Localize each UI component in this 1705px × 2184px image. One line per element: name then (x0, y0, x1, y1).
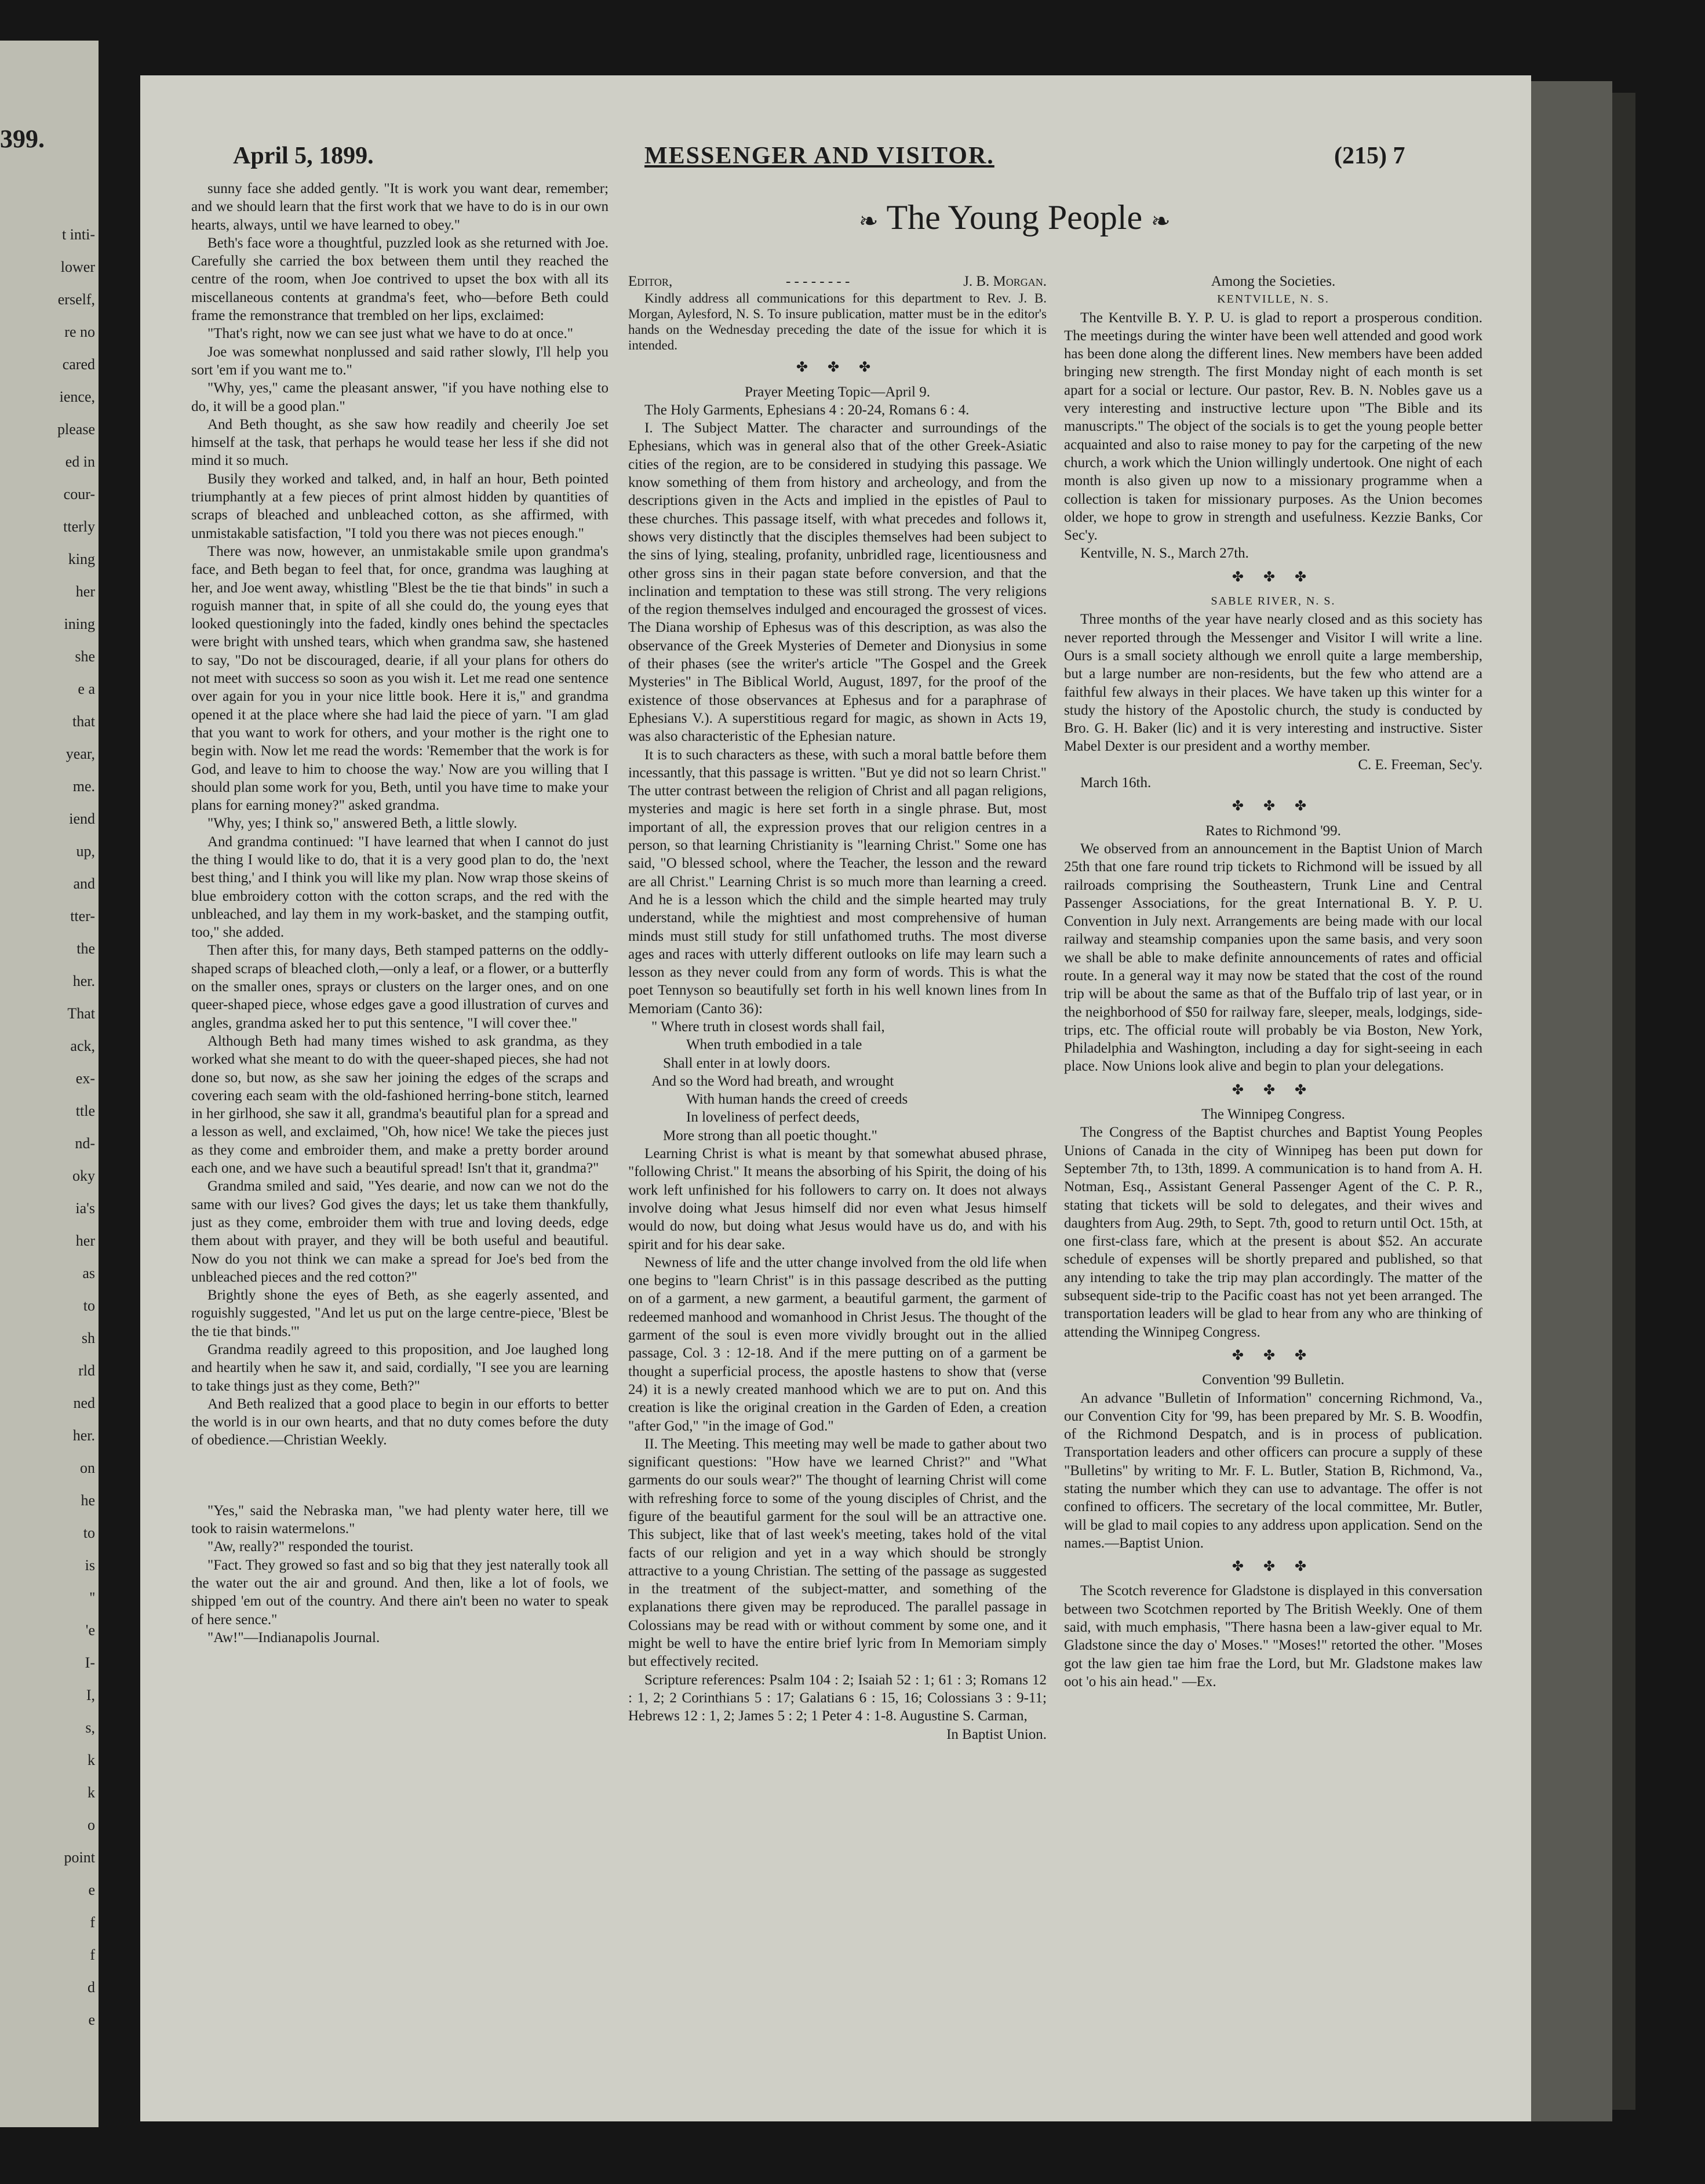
prayer-subheading: The Holy Garments, Ephesians 4 : 20-24, Romans 6 : 4. (644, 402, 970, 418)
adjacent-page-fragment: is (85, 1557, 95, 1574)
adjacent-page-fragment: That (67, 1005, 95, 1022)
societies-heading: Among the Societies. (1211, 274, 1336, 289)
section-divider: ✤ ✤ ✤ (1232, 1348, 1315, 1363)
paragraph: "Why, yes," came the pleasant answer, "if you have nothing else to do, it will be a good plan." (191, 380, 609, 414)
book-edge-shadow (1612, 93, 1635, 2110)
adjacent-page-fragment: to (83, 1297, 95, 1314)
section-divider: ✤ ✤ ✤ (1232, 1082, 1315, 1098)
paragraph: Busily they worked and talked, and, in half an hour, Beth pointed triumphantly at a few pieces of print almost hidden by quantities of scraps of bleached and unbleached cotton, as she affirmed, with unmistakable satisfaction, "I told you there was not pieces enough." (191, 471, 609, 541)
kentville-date: Kentville, N. S., March 27th. (1080, 545, 1249, 562)
scotch-anecdote: The Scotch reverence for Gladstone is displayed in this conversation between two Scotchmen reported by The British Weekly. One of them said, with much emphasis, "There hasna been a law-giver equal to Mr. Gladstone since the day o' Moses." "Moses!" retorted the other. "Moses got the law gien tae him frae the Lord, but Mr. Gladstone makes law oot 'o his ain head." —Ex. (1064, 1583, 1482, 1690)
paragraph: "Fact. They growed so fast and so big that they jest naterally took all the water out the air and ground. And then, like a lot of fools, we shipped 'em out of the country. And there ain't been no water to speak of here sence." (191, 1557, 609, 1628)
adjacent-page-fragment: she (75, 648, 95, 665)
adjacent-page-fragment: tter- (70, 908, 95, 924)
adjacent-page-fragment: erself, (57, 291, 95, 308)
adjacent-page-fragment: d (88, 1979, 95, 1996)
fleuron-icon: ❧ (859, 208, 879, 234)
paragraph: There was now, however, an unmistakable smile upon grandma's face, and Beth began to feel that, for once, grandma was laughing at her, and Joe went away, whistling "Blest be the tie that binds" in such a roguish manner that, in spite of all she could do, the young eyes that looked questioningly into the faded, kindly ones behind the spectacles were bright with unshed tears, which when grandma saw, she hastened to say, "Do not be discouraged, dearie, if all your plans for others do not meet with success so soon as you wish it. Let me read one sentence over again for you in your nice little book. Here it is," and grandma opened it at the place where she had laid the piece of yarn. "I am glad that you want to work for others, and your mother is the right one to begin with. Now let me read the words: 'Remember that the work is for God, and leave to him to choose the way.' Now are you willing that I should plan some work for you, Beth, until you have time to make your plans for earning money?" asked grandma. (191, 543, 609, 814)
paragraph: Grandma readily agreed to this proposition, and Joe laughed long and heartily when he saw it, and said, cordially, "I see you are learning to take things just as they come, Beth?" (191, 1342, 609, 1394)
adjacent-page-fragment: ed in (65, 453, 95, 470)
paragraph: Joe was somewhat nonplussed and said rather slowly, I'll help you sort 'em if you want me to." (191, 344, 609, 378)
adjacent-page-fragment: k (88, 1784, 95, 1801)
prayer-body (628, 419, 1047, 1018)
adjacent-page-fragment: point (64, 1849, 95, 1866)
adjacent-page-fragment: cour- (63, 486, 95, 503)
bulletin-article: An advance "Bulletin of Information" concerning Richmond, Va., our Convention City for '99, has been prepared by Mr. S. B. Woodfin, of the Richmond Despatch, and is in process of publication. Transportation leaders and other officers can procure a supply of these "Bulletins" by writing to Mr. F. L. Butler, Station B, Richmond, Va., stating the number which they can use to advantage. The offer is not confined to officers. The secretary of the local committee, Mr. Butler, will be glad to mail copies to any address upon application. Send on the names.—Baptist Union. (1064, 1390, 1482, 1551)
adjacent-page-fragment: to (83, 1524, 95, 1541)
paragraph: Brightly shone the eyes of Beth, as she eagerly assented, and roguishly suggested, "And let us put on the large centre-piece, 'Blest be the tie that binds.'" (191, 1287, 609, 1339)
adjacent-page-fragment: year, (65, 745, 95, 762)
poem-line: Shall enter in at lowly doors. (663, 1055, 830, 1071)
adjacent-page-fragment: e a (78, 680, 95, 697)
adjacent-page-fragment: the (76, 940, 95, 957)
column-societies (1064, 272, 1482, 2110)
adjacent-page-fragment: up, (76, 843, 95, 860)
adjacent-page-fragment: that (72, 713, 95, 730)
adjacent-page-fragment: ex- (75, 1070, 95, 1087)
editor-dashes: - - - - - - - - (785, 274, 850, 289)
adjacent-page-fragment: ned (73, 1395, 95, 1411)
adjacent-page-strip (0, 41, 99, 2127)
editor-name: J. B. Morgan. (963, 274, 1047, 289)
prayer-body-2 (628, 1145, 1047, 1726)
adjacent-page-number: 399. (0, 125, 45, 153)
kentville-heading: KENTVILLE, N. S. (1217, 293, 1329, 306)
adjacent-page-fragment: nd- (75, 1135, 95, 1152)
newspaper-page (140, 75, 1531, 2121)
adjacent-page-fragment: he (81, 1492, 95, 1509)
adjacent-page-fragment: king (68, 551, 95, 567)
paragraph: Although Beth had many times wished to ask grandma, as they worked what she meant to do with the queer-shaped pieces, she had not done so, but now, as she saw her joining the edges of the scraps and covering each seam with the old-fashioned herring-bone stitch, learned in her girlhood, she saw it all, grandma's beautiful plan for a spread and a lesson as well, and exclaimed, "Oh, how nice! We take the pieces just as they come and embroider them, and make a pretty border around each one, and we have such a beautiful spread! Isn't that it, grandma?" (191, 1033, 609, 1177)
adjacent-page-fragment: cared (62, 356, 95, 373)
adjacent-page-fragment: lower (60, 259, 95, 275)
adjacent-page-fragment: as (82, 1265, 95, 1282)
adjacent-page-fragment: her. (72, 973, 95, 989)
paragraph: "Why, yes; I think so," answered Beth, a little slowly. (207, 816, 518, 832)
book-edge (1531, 81, 1612, 2121)
section-divider: ✤ ✤ ✤ (1232, 799, 1315, 814)
poem-line: When truth embodied in a tale (686, 1037, 862, 1053)
editor-line (628, 272, 1047, 290)
editor-label: Editor, (628, 274, 673, 289)
winnipeg-heading: The Winnipeg Congress. (1201, 1106, 1345, 1123)
paragraph: It is to such characters as these, with such a moral battle before them incessantly, that this passage is written. "But ye did not so learn Christ." The utter contrast between the religion of Christ and all pagan religions, mysteries and magic is here set forth in a single phrase. But, most important of all, the expression proves that our religion centres in a person, so that learning Christianity is "learning Christ." Some one has said, "O blessed school, where the Teacher, the lesson and the reward are all Christ." Learning Christ is so much more than learning a creed. And he is a lesson which the child and the simple hearted may truly understand, while the mightiest and most comprehensive of human minds must still study for still unfathomed truths. The most diverse ages and races with utterly different outlooks on life may learn such a lesson as they never could from any form of words. This is what the poet Tennyson so beautifully set forth in his well known lines from In Memoriam (Canto 36): (628, 747, 1047, 1017)
adjacent-page-fragment: iend (69, 810, 95, 827)
adjacent-page-fragment: t inti- (61, 226, 95, 243)
adjacent-page-fragment: sh (81, 1330, 95, 1346)
poem-line: More strong than all poetic thought." (663, 1127, 877, 1144)
section-divider: ✤ ✤ ✤ (1232, 569, 1315, 585)
adjacent-page-fragment: f (90, 1946, 95, 1963)
adjacent-page-fragment: her. (72, 1427, 95, 1444)
adjacent-page-fragment: ttle (75, 1102, 95, 1119)
adjacent-page-fragment: k (88, 1752, 95, 1768)
paragraph: Learning Christ is what is meant by that somewhat abused phrase, "following Christ." It means the absorbing of his Spirit, the doing of his work left unfinished for his followers to carry on. It does not always involve doing what Jesus himself did nor even what Jesus himself would do now, but doing what Jesus would have us do, and with his spirit and for his dear sake. (628, 1146, 1047, 1253)
sable-date: March 16th. (1080, 775, 1152, 791)
section-divider: ✤ ✤ ✤ (796, 360, 879, 376)
tennyson-poem (628, 1018, 1047, 1145)
paragraph: Grandma smiled and said, "Yes dearie, and now can we not do the same with our lives? God gives the days; let us take them thankfully, just as they come, embroider them with true and loving deeds, edge them about with prayer, and they will be both useful and beautiful. Now do you not think we can make a spread for Joe's bed from the unbleached pieces and the red cotton?" (191, 1178, 609, 1285)
column-gap (191, 1450, 609, 1502)
paragraph: "Aw!"—Indianapolis Journal. (207, 1629, 380, 1646)
column-story (191, 180, 609, 2110)
adjacent-page-fragment: re no (64, 323, 95, 340)
paragraph: sunny face she added gently. "It is work you want dear, remember; and we should learn that the first work that we have to do is in our own hearts, always, until we have learned to obey." (191, 181, 609, 233)
editor-notice: Kindly address all communications for this department to Rev. J. B. Morgan, Aylesford, N. S. To insure publication, matter must be in the editor's hands on the Wednesday preceding the date of the issue for which it is intended. (628, 291, 1047, 353)
adjacent-page-fragment: I, (86, 1687, 95, 1703)
kentville-report: The Kentville B. Y. P. U. is glad to report a prosperous condition. The meetings during the winter have been well attended and good work has been done along the different lines. New members have been added bringing new strength. The first Monday night of each month is set apart for a social or lecture. Our pastor, Rev. B. N. Nobles gave us a very interesting and instructive lecture upon "The Bible and its manuscripts." The object of the socials is to get the young people better acquainted and also to raise money to pay for the carpeting of the new church, a work which the Union willingly undertook. One night of each month is also given up now to a missionary programme when a collection is taken for missionary purposes. As the Union becomes older, we hope to grow in strength and usefulness. Kezzie Banks, Cor Sec'y. (1064, 310, 1482, 544)
poem-line: With human hands the creed of creeds (686, 1091, 908, 1108)
column-young-people (628, 272, 1047, 2110)
paragraph: And grandma continued: "I have learned that when I cannot do just the thing I would like to do, that it is a very good plan to do, the 'next best thing,' and I think you will like my plan. Now wrap those skeins of blue embroidery cotton with the cotton scraps, and the red with the unbleached, and lay them in my work-basket, and the stamping outfit, too," she added. (191, 833, 609, 941)
issue-date: April 5, 1899. (233, 143, 374, 169)
adjacent-page-fragment: e (88, 2011, 95, 2028)
paragraph: Scripture references: Psalm 104 : 2; Isaiah 52 : 1; 61 : 3; Romans 12 : 1, 2; 2 Corinthians 5 : 17; Galatians 6 : 15, 16; Colossians 3 : 9-11; Hebrews 12 : 1, 2; James 5 : 2; 1 Peter 4 : 1-8. Augustine S. Carman, (628, 1672, 1047, 1724)
adjacent-page-fragment: ience, (59, 388, 95, 405)
prayer-heading: Prayer Meeting Topic—April 9. (745, 384, 930, 400)
adjacent-page-fragment: her (75, 1232, 95, 1249)
paragraph: Newness of life and the utter change involved from the old life when one begins to "learn Christ" is in this passage described as the putting on of a garment, a new garment, a beautiful garment, the garment of redeemed manhood and womanhood in Christ Jesus. The thought of the garment of the soul is even more vividly brought out in the allied passage, Col. 3 : 12-18. And if the mere putting on of a garment be thought a superficial process, the apostle hastens to show that (verse 24) it is a newly created manhood which we are to put on. And this creation is like the original creation in the Garden of Eden, a creation "after God," "in the image of God." (628, 1254, 1047, 1434)
adjacent-page-fragment: 'e (85, 1622, 95, 1639)
adjacent-page-fragment: rld (78, 1362, 95, 1379)
sable-signature: C. E. Freeman, Sec'y. (1358, 756, 1482, 773)
paragraph: Beth's face wore a thoughtful, puzzled look as she returned with Joe. Carefully she carried the box between them until they reached the centre of the room, when Joe contrived to upset the box with all its miscellaneous contents at grandma's feet, who—before Beth could frame the remonstrance that trembled on her lips, exclaimed: (191, 235, 609, 324)
adjacent-page-fragment: please (57, 421, 95, 438)
poem-line: And so the Word had breath, and wrought (651, 1073, 894, 1089)
adjacent-page-fragment: her (75, 583, 95, 600)
rates-article: We observed from an announcement in the Baptist Union of March 25th that one fare round trip tickets to Richmond will be issued by all railroads comprising the Southeastern, Trunk Line and Central Passenger Associations, for the great International B. Y. P. U. Convention in July next. Arrangements are being made with our local railway and steamship companies upon the same basis, and very soon we shall be able to make definite announcements of rates and official route. In a general way it may now be stated that the cost of the round trip will be about the same as that of the Buffalo trip of last year, or in the neighborhood of $50 for railway fare, sleeper, meals, lodgings, side-trips, etc. The official route will probably be via Boston, New York, Philadelphia and Washington, including a day for sight-seeing in each place. Now Unions look alive and begin to plan your delegations. (1064, 840, 1482, 1075)
paragraph: "Aw, really?" responded the tourist. (207, 1539, 414, 1555)
paragraph: "Yes," said the Nebraska man, "we had plenty water here, till we took to raisin watermelons." (191, 1502, 609, 1537)
adjacent-page-fragment: oky (72, 1167, 95, 1184)
section-divider: ✤ ✤ ✤ (1232, 1559, 1315, 1575)
paragraph: And Beth thought, as she saw how readily and cheerily Joe set himself at the task, that perhaps he would tease her less if she did not mind it so much. (191, 416, 609, 469)
bulletin-heading: Convention '99 Bulletin. (1202, 1372, 1345, 1388)
adjacent-page-fragment: me. (72, 778, 95, 795)
adjacent-page-fragment: and (73, 875, 95, 892)
adjacent-page-fragment: I- (85, 1654, 95, 1671)
adjacent-page-fragment: on (80, 1459, 95, 1476)
paragraph: And Beth realized that a good place to begin in our efforts to better the world is in our own hearts, and that no duty comes before the duty of obedience.—Christian Weekly. (191, 1396, 609, 1448)
paragraph: Then after this, for many days, Beth stamped patterns on the oddly-shaped scraps of bleached cloth,—only a leaf, or a flower, or a butterfly on the smaller ones, sprays or clusters on the larger ones, and on one queer-shaped piece, whose edges gave a good illustration of curves and angles, grandma asked her to put this sentence, "I will cover thee." (191, 942, 609, 1031)
winnipeg-article: The Congress of the Baptist churches and Baptist Young Peoples Unions of Canada in the city of Winnipeg has been put down for September 7th, to 13th, 1899. A communication is to hand from A. H. Notman, Esq., Assistant General Passenger Agent of the C. P. R., stating that tickets will be sold to delegates, and their wives and daughters from Aug. 29th, to Sept. 7th, good to return until Oct. 15th, at one first-class fare, which at the present is about $52. An accurate schedule of expenses will be shortly prepared and published, so that any intending to take the trip may plan accordingly. The matter of the subsequent side-trip to the Pacific coast has not yet been arranged. The transportation leaders will be glad to hear from any who are thinking of attending the Winnipeg Congress. (1064, 1124, 1482, 1340)
fleuron-icon: ❧ (1151, 208, 1171, 234)
adjacent-page-fragment: s, (85, 1719, 95, 1736)
paragraph: I. The Subject Matter. The character and surroundings of the Ephesians, which was in general also that of the other Greek-Asiatic cities of the region, are to be considered in studying this passage. We know something of them from history and archeology, and from the descriptions given in the Acts and implied in the epistles of Paul to these churches. This passage itself, with what precedes and follows it, shows very distinctly that the disciples themselves had been subject to the sins of lying, stealing, profanity, unbridled rage, licentiousness and other gross sins in their pagan state before conversion, and that the inclination and temptation to these was still strong. The very religions of the region themselves indulged and encouraged the grossest of vices. The Diana worship of Ephesus was of this description, as was also the observance of the Greek Mysteries of Demeter and Dionysius in some of their phases (see the writer's article "The Gospel and the Greek Mysteries" in The Biblical World, August, 1897, for the proof of the existence of those observances at Ephesus and for a paraphrase of Ephesians V.). A superstitious regard for magic, as shown in Acts 19, was also characteristic of the Ephesian nature. (628, 420, 1047, 745)
page-number: (215) 7 (1334, 143, 1405, 169)
rates-heading: Rates to Richmond '99. (1205, 822, 1341, 839)
paragraph: II. The Meeting. This meeting may well be made to gather about two significant questions: "How have we learned Christ?" and "What garments do our souls wear?" The thought of learning Christ will come with refreshing force to some of the young disciples of Christ, and the figure of the beautiful garment for the soul will be an attractive one. This subject, like that of last week's meeting, takes hold of the vital facts of our religion and yet in a way which should be strongly attractive to a young Christian. The setting of the passage as suggested in the treatment of the subject-matter, and something of the explanations there given may be reproduced. The parallel passage in Colossians may be read with or without comment by some one, and it might be well to have the entire brief lyric from In Memoriam simply but effectively recited. (628, 1436, 1047, 1670)
poem-line: In loveliness of perfect deeds, (686, 1109, 860, 1126)
adjacent-page-fragment: tterly (63, 518, 95, 535)
sable-heading: SABLE RIVER, N. S. (1211, 595, 1336, 608)
section-title-text: The Young People (886, 198, 1143, 236)
adjacent-page-fragment: '' (89, 1589, 95, 1606)
sable-report: Three months of the year have nearly closed and as this society has never reported through the Messenger and Visitor I will write a line. Ours is a small society although we enroll quite a large membership, but a large number are non-residents, but the few who attend are a faithful few always in their places. We have taken up this winter for a study the history of the Apostolic church, the study is conducted by Bro. G. H. Baker (lic) and it is very interesting and instructive. Sister Mabel Dexter is our president and a worthy member. (1064, 611, 1482, 755)
adjacent-page-fragment: f (90, 1914, 95, 1931)
adjacent-page-fragment: ack, (70, 1038, 95, 1054)
adjacent-page-fragment: e (88, 1881, 95, 1898)
paragraph: "That's right, now we can see just what we have to do at once." (207, 326, 573, 342)
adjacent-page-fragment: ia's (75, 1200, 95, 1217)
section-title (859, 197, 1171, 242)
adjacent-page-fragment: o (88, 1817, 95, 1833)
adjacent-page-fragment: ining (64, 616, 95, 632)
poem-line: " Where truth in closest words shall fail, (651, 1018, 885, 1035)
signoff: In Baptist Union. (946, 1726, 1047, 1742)
masthead-title: MESSENGER AND VISITOR. (644, 143, 994, 169)
